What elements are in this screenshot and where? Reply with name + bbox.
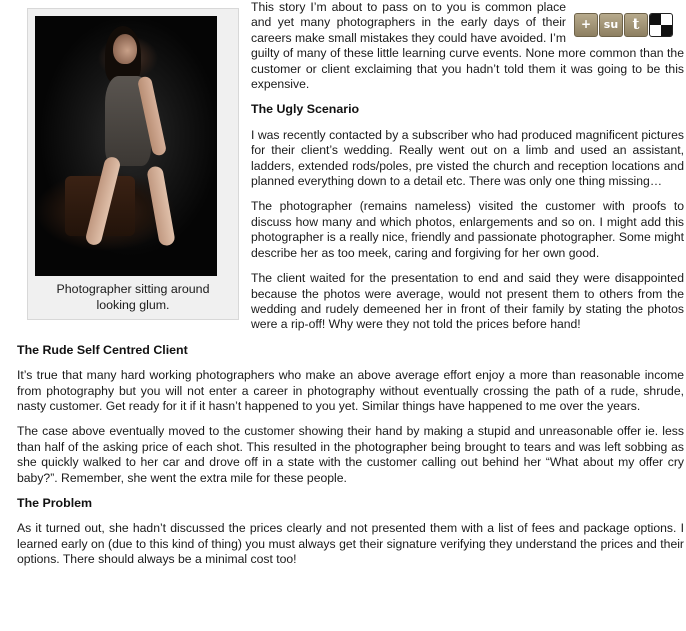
photo-head-shape	[113, 34, 137, 64]
twitter-icon[interactable]	[624, 13, 648, 37]
section-heading-the-problem: The Problem	[17, 495, 93, 510]
photographer-photo	[35, 16, 217, 276]
plus-share-glyph: +	[580, 17, 592, 32]
photo-leg-shape	[146, 165, 176, 247]
stumbleupon-glyph: su	[603, 18, 619, 32]
checker-bookmark-icon[interactable]	[649, 13, 673, 37]
paragraph: The photographer (remains nameless) visited the customer with proofs to discuss how many and which photos, enlargements and so on. I might add this photographer is a really nice, friendly and passionate photographer. Some might describe her as too meek, caring and forgiving for her own good.	[251, 199, 684, 260]
stumbleupon-icon[interactable]	[599, 13, 623, 37]
section-heading-ugly-scenario: The Ugly Scenario	[251, 102, 360, 117]
paragraph: It’s true that many hard working photographers who make an above average effort enjoy a more than reasonable income from photography but you will not enter a career in photography without eventually crossing the path of a rude, shrude, nasty customer. Get ready for it if it hasn’t happened to you yet. Similar things have happened to me over the years.	[17, 368, 684, 413]
plus-share-icon[interactable]	[574, 13, 598, 37]
twitter-glyph: t	[632, 15, 640, 34]
checker-square	[661, 25, 672, 36]
paragraph: The client waited for the presentation to end and said they were disappointed because the photos were average, would not present them to others from the wedding and rudely demeened her in front of their family by stating the photos were a rip-off! Why were they not told the prices before hand!	[251, 271, 684, 332]
social-share-bar	[574, 13, 674, 37]
photo-caption: Photographer sitting around looking glum.	[56, 282, 210, 312]
checker-square	[650, 14, 661, 25]
paragraph: I was recently contacted by a subscriber who had produced magnificent pictures for their client’s wedding. Really went out on a limb and used an assistant, ladders, extended rods/poles, pre visted the church and reception locations and planned everything down to a detail etc. There was only one thing missing…	[251, 127, 684, 189]
intro-paragraph: This story I’m about to pass on to you is common place and yet many photographers in the early days of their careers make small mistakes they could have avoided. I’m guilty of many of these little learning curve events. None more common than the customer or client exclaiming that you hadn’t told them it was going to be this expensive.	[251, 0, 684, 92]
section-heading-rude-client: The Rude Self Centred Client	[17, 342, 188, 357]
paragraph: The case above eventually moved to the customer showing their hand by making a stupid and unreasonable offer ie. less than half of the asking price of each shot. This resulted in the photographer being brought to tears and was left sobbing as she quickly walked to her car and drove off in a state with the customer calling out behind her “What about my offer cry baby?”. Remember, she went the extra mile for these people.	[17, 424, 684, 485]
paragraph: As it turned out, she hadn’t discussed the prices clearly and not presented them with a list of fees and package options. I learned early on (due to this kind of thing) you must always get their signature verifying they understand the prices and their options. There should always be a minimal cost too!	[17, 521, 684, 567]
photo-figure	[27, 8, 239, 320]
